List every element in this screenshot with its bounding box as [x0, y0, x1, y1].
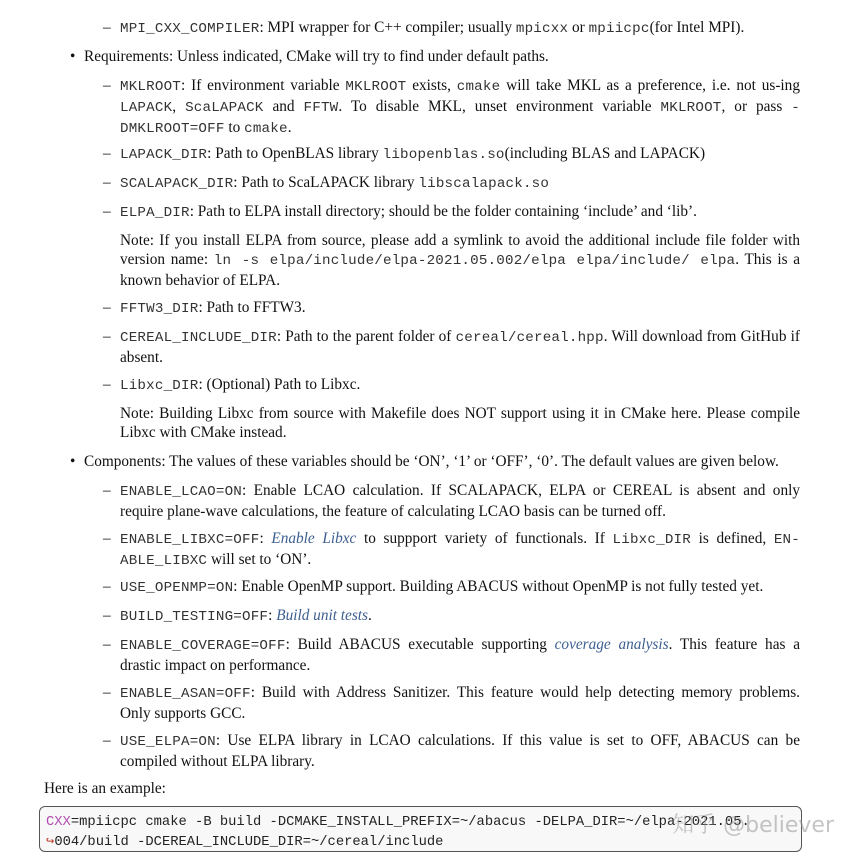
components-text: Components: The values of these variables should be ‘ON’, ‘1’ or ‘OFF’, ‘0’. The default values are given below.	[84, 453, 779, 470]
code-variable: CXX	[46, 815, 71, 830]
dash-marker: –	[103, 19, 111, 36]
link-build-unit-tests[interactable]: Build unit tests	[276, 607, 369, 624]
var-name: SCALAPACK_DIR	[120, 176, 234, 192]
var-name: CEREAL_INCLUDE_DIR	[120, 330, 277, 346]
example-intro: Here is an example:	[44, 780, 166, 797]
var-name: USE_ELPA=ON	[120, 734, 216, 750]
note-elpa: Note: If you install ELPA from source, please add a symlink to avoid the additional include file folder with version name: ln -s elpa/include/elpa-2021.05.002/elpa elpa/include/ elpa. This is a known behavior of ELPA.	[120, 232, 800, 289]
link-enable-libxc[interactable]: Enable Libxc	[271, 530, 357, 547]
var-name: ELPA_DIR	[120, 205, 190, 221]
line-continuation-icon: ↪	[46, 835, 55, 850]
note-libxc: Note: Building Libxc from source with Makefile does NOT support using it in CMake here. Please compile Libxc with CMake instead.	[120, 405, 800, 441]
code-line-2: ↪004/build -DCEREAL_INCLUDE_DIR=~/cereal/include	[46, 835, 444, 850]
var-name: USE_OPENMP=ON	[120, 580, 234, 596]
bullet-marker: •	[70, 48, 76, 65]
var-name: Libxc_DIR	[120, 378, 199, 394]
var-name: FFTW3_DIR	[120, 301, 199, 317]
var-name: ENABLE_LCAO=ON	[120, 484, 242, 500]
code-line-1: CXX=mpiicpc cmake -B build -DCMAKE_INSTALL_PREFIX=~/abacus -DELPA_DIR=~/elpa-2021.05.	[46, 815, 750, 830]
watermark: 知乎 @believer	[672, 813, 834, 838]
link-coverage-analysis[interactable]: coverage analysis	[554, 636, 669, 653]
var-name: ENABLE_ASAN=OFF	[120, 686, 251, 702]
var-name: MKLROOT	[120, 79, 181, 95]
var-name: BUILD_TESTING=OFF	[120, 609, 269, 625]
requirements-text: Requirements: Unless indicated, CMake will try to find under default paths.	[84, 48, 549, 65]
var-name: MPI_CXX_COMPILER	[120, 21, 260, 37]
var-name: ENABLE_LIBXC=OFF	[120, 532, 260, 548]
var-name: ENABLE_COVERAGE=OFF	[120, 638, 286, 654]
var-name: LAPACK_DIR	[120, 147, 208, 163]
